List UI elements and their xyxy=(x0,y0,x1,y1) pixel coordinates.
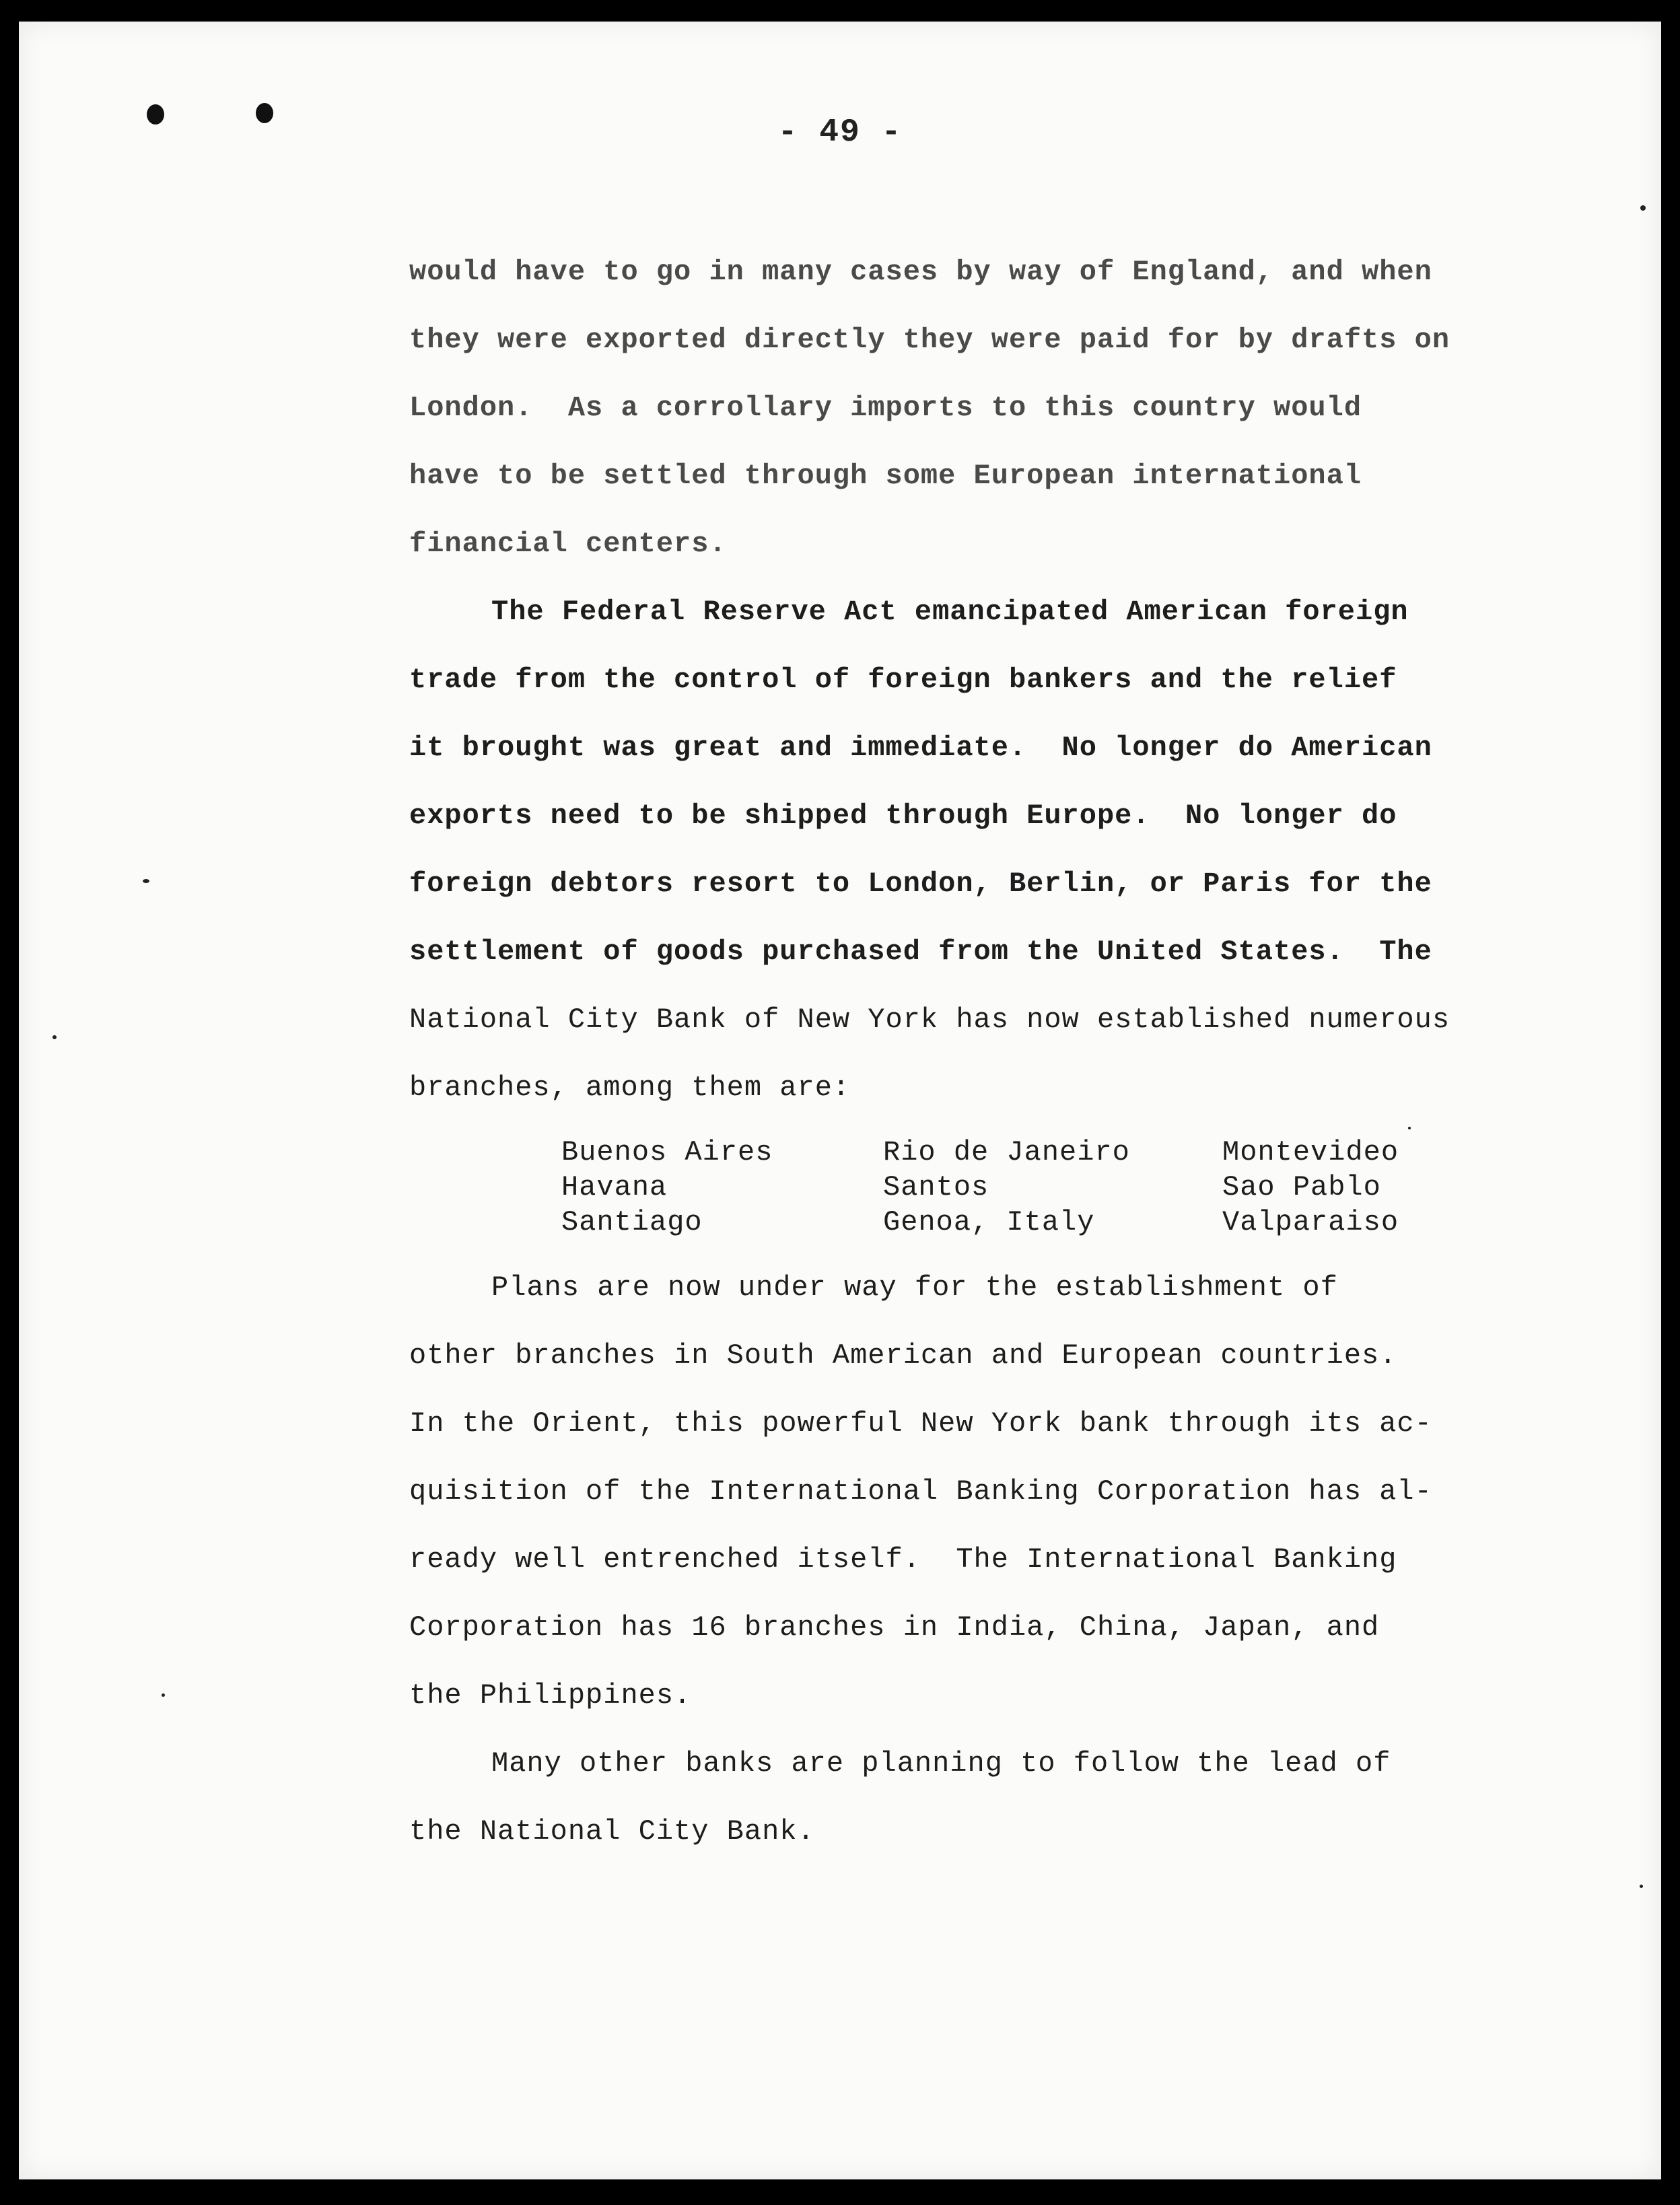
paragraph2-line: branches, among them are: xyxy=(409,1072,851,1104)
branch-item: Genoa, Italy xyxy=(883,1206,1095,1238)
branch-list xyxy=(561,1135,1436,1240)
paragraph2-line: it brought was great and immediate. No longer do American xyxy=(409,732,1432,764)
paragraph1-line: London. As a corrollary imports to this country would xyxy=(409,392,1362,424)
paragraph3-line: ready well entrenched itself. The International Banking xyxy=(409,1543,1397,1576)
paragraph1-line: would have to go in many cases by way of England, and when xyxy=(409,256,1432,288)
paragraph3-line: In the Orient, this powerful New York bank through its ac- xyxy=(409,1407,1432,1440)
scan-speck xyxy=(143,879,149,883)
paragraph2-line: trade from the control of foreign bankers and the relief xyxy=(409,664,1397,696)
paragraph4-line: the National City Bank. xyxy=(409,1815,815,1848)
branch-item: Valparaiso xyxy=(1222,1206,1399,1238)
scan-speck xyxy=(1408,1127,1411,1129)
paragraph2-line: settlement of goods purchased from the United States. The xyxy=(409,936,1432,968)
paragraph2-line: National City Bank of New York has now established numerous xyxy=(409,1004,1450,1036)
paragraph1-line: have to be settled through some European international xyxy=(409,460,1362,492)
branch-item: Santos xyxy=(883,1171,989,1203)
branch-item: Montevideo xyxy=(1222,1136,1399,1168)
branch-item: Santiago xyxy=(561,1206,703,1238)
paragraph4-line: Many other banks are planning to follow the lead of xyxy=(491,1747,1391,1780)
paragraph3-line: other branches in South American and European countries. xyxy=(409,1339,1397,1372)
paragraph3-line: Plans are now under way for the establishment of xyxy=(491,1271,1338,1304)
paragraph2-line: foreign debtors resort to London, Berlin, or Paris for the xyxy=(409,868,1432,900)
branch-item: Sao Pablo xyxy=(1222,1171,1381,1203)
branch-item: Buenos Aires xyxy=(561,1136,773,1168)
branch-item: Havana xyxy=(561,1171,668,1203)
body-text-lower xyxy=(409,1261,1459,1873)
paragraph3-line: quisition of the International Banking Corporation has al- xyxy=(409,1475,1432,1508)
body-text xyxy=(409,246,1459,1129)
paragraph1-line: they were exported directly they were paid for by drafts on xyxy=(409,324,1450,356)
paragraph3-line: Corporation has 16 branches in India, China, Japan, and xyxy=(409,1611,1380,1644)
page-number: - 49 - xyxy=(777,114,903,151)
paragraph1-line: financial centers. xyxy=(409,528,727,560)
scan-speck xyxy=(1640,205,1646,211)
scan-speck xyxy=(1640,1885,1643,1888)
branch-item: Rio de Janeiro xyxy=(883,1136,1130,1168)
scan-speck xyxy=(162,1693,165,1697)
scan-speck xyxy=(53,1035,57,1039)
paragraph2-line: The Federal Reserve Act emancipated American foreign xyxy=(491,596,1409,628)
paragraph2-line: exports need to be shipped through Europe. No longer do xyxy=(409,800,1397,832)
paragraph3-line: the Philippines. xyxy=(409,1679,692,1712)
